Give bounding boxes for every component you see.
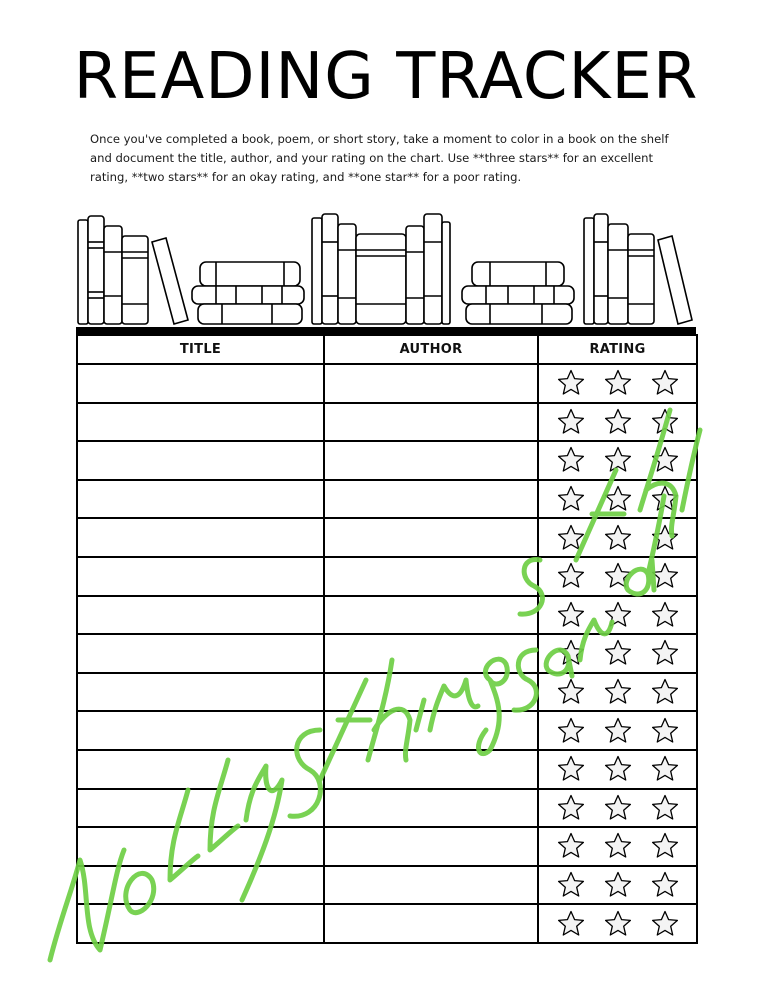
star-icon[interactable]	[556, 600, 586, 630]
rating-cell	[538, 866, 697, 905]
table-row	[77, 789, 697, 828]
rating-cell	[538, 673, 697, 712]
star-icon[interactable]	[650, 793, 680, 823]
star-icon[interactable]	[650, 716, 680, 746]
table-row	[77, 480, 697, 519]
author-cell[interactable]	[324, 673, 538, 712]
author-cell[interactable]	[324, 557, 538, 596]
star-icon[interactable]	[556, 870, 586, 900]
title-cell[interactable]	[77, 403, 324, 442]
reading-tracker-table	[76, 327, 696, 944]
rating-cell	[538, 596, 697, 635]
title-cell[interactable]	[77, 789, 324, 828]
title-cell[interactable]	[77, 827, 324, 866]
star-icon[interactable]	[556, 407, 586, 437]
author-cell[interactable]	[324, 827, 538, 866]
table-row	[77, 403, 697, 442]
star-icon[interactable]	[556, 793, 586, 823]
author-cell[interactable]	[324, 750, 538, 789]
rating-cell	[538, 557, 697, 596]
bookshelf-illustration	[76, 212, 696, 328]
table-row	[77, 866, 697, 905]
rating-cell	[538, 441, 697, 480]
author-cell[interactable]	[324, 789, 538, 828]
table-row	[77, 364, 697, 403]
title-cell[interactable]	[77, 364, 324, 403]
star-icon[interactable]	[603, 561, 633, 591]
table-row	[77, 904, 697, 943]
star-icon[interactable]	[603, 638, 633, 668]
table-row	[77, 441, 697, 480]
rating-cell	[538, 904, 697, 943]
star-icon[interactable]	[556, 677, 586, 707]
star-icon[interactable]	[650, 407, 680, 437]
title-cell[interactable]	[77, 904, 324, 943]
star-icon[interactable]	[603, 831, 633, 861]
star-icon[interactable]	[556, 523, 586, 553]
rating-cell	[538, 750, 697, 789]
author-cell[interactable]	[324, 518, 538, 557]
rating-cell	[538, 480, 697, 519]
star-icon[interactable]	[556, 716, 586, 746]
table-row	[77, 750, 697, 789]
table-row	[77, 634, 697, 673]
star-icon[interactable]	[650, 638, 680, 668]
author-cell[interactable]	[324, 866, 538, 905]
star-icon[interactable]	[603, 523, 633, 553]
star-icon[interactable]	[650, 831, 680, 861]
star-icon[interactable]	[650, 484, 680, 514]
star-icon[interactable]	[556, 445, 586, 475]
star-icon[interactable]	[650, 368, 680, 398]
rating-cell	[538, 711, 697, 750]
author-cell[interactable]	[324, 711, 538, 750]
author-cell[interactable]	[324, 904, 538, 943]
rating-cell	[538, 518, 697, 557]
star-icon[interactable]	[603, 600, 633, 630]
title-cell[interactable]	[77, 750, 324, 789]
star-icon[interactable]	[650, 870, 680, 900]
author-cell[interactable]	[324, 596, 538, 635]
rating-cell	[538, 634, 697, 673]
rating-cell	[538, 403, 697, 442]
star-icon[interactable]	[603, 445, 633, 475]
shelf-bar	[76, 327, 696, 334]
author-cell[interactable]	[324, 480, 538, 519]
table-row	[77, 518, 697, 557]
star-icon[interactable]	[603, 716, 633, 746]
star-icon[interactable]	[556, 484, 586, 514]
star-icon[interactable]	[650, 754, 680, 784]
rating-column-header: RATING	[538, 335, 697, 364]
star-icon[interactable]	[650, 600, 680, 630]
star-icon[interactable]	[603, 407, 633, 437]
author-cell[interactable]	[324, 364, 538, 403]
star-icon[interactable]	[556, 754, 586, 784]
book-group-1	[78, 216, 304, 324]
star-icon[interactable]	[603, 368, 633, 398]
title-cell[interactable]	[77, 518, 324, 557]
star-icon[interactable]	[603, 909, 633, 939]
star-icon[interactable]	[650, 677, 680, 707]
star-icon[interactable]	[650, 909, 680, 939]
author-cell[interactable]	[324, 441, 538, 480]
instructions-text: Once you've completed a book, poem, or short story, take a moment to color in a book on the shelf and document the title, author, and your rating on the chart. Use **three stars** for an excellent rating, **two stars** for an okay rating, and **one star** for a poor rating.	[90, 132, 669, 184]
star-icon[interactable]	[556, 638, 586, 668]
table-row	[77, 557, 697, 596]
page-title: READING TRACKER	[73, 40, 699, 114]
star-icon[interactable]	[556, 561, 586, 591]
table-row	[77, 596, 697, 635]
title-cell[interactable]	[77, 634, 324, 673]
table-header-row	[77, 335, 697, 364]
book-group-2	[312, 214, 574, 324]
rating-cell	[538, 364, 697, 403]
table-row	[77, 673, 697, 712]
star-icon[interactable]	[556, 368, 586, 398]
title-cell[interactable]	[77, 866, 324, 905]
star-icon[interactable]	[603, 677, 633, 707]
table-row	[77, 711, 697, 750]
title-column-header: TITLE	[77, 335, 324, 364]
star-icon[interactable]	[603, 484, 633, 514]
title-cell[interactable]	[77, 711, 324, 750]
star-icon[interactable]	[603, 754, 633, 784]
star-icon[interactable]	[603, 870, 633, 900]
title-cell[interactable]	[77, 557, 324, 596]
rating-cell	[538, 789, 697, 828]
title-cell[interactable]	[77, 441, 324, 480]
author-cell[interactable]	[324, 403, 538, 442]
author-cell[interactable]	[324, 634, 538, 673]
title-cell[interactable]	[77, 673, 324, 712]
title-cell[interactable]	[77, 596, 324, 635]
star-icon[interactable]	[603, 793, 633, 823]
star-icon[interactable]	[650, 561, 680, 591]
title-cell[interactable]	[77, 480, 324, 519]
star-icon[interactable]	[556, 831, 586, 861]
star-icon[interactable]	[650, 445, 680, 475]
table-row	[77, 827, 697, 866]
rating-cell	[538, 827, 697, 866]
author-column-header: AUTHOR	[324, 335, 538, 364]
book-group-3	[584, 214, 692, 324]
star-icon[interactable]	[556, 909, 586, 939]
star-icon[interactable]	[650, 523, 680, 553]
